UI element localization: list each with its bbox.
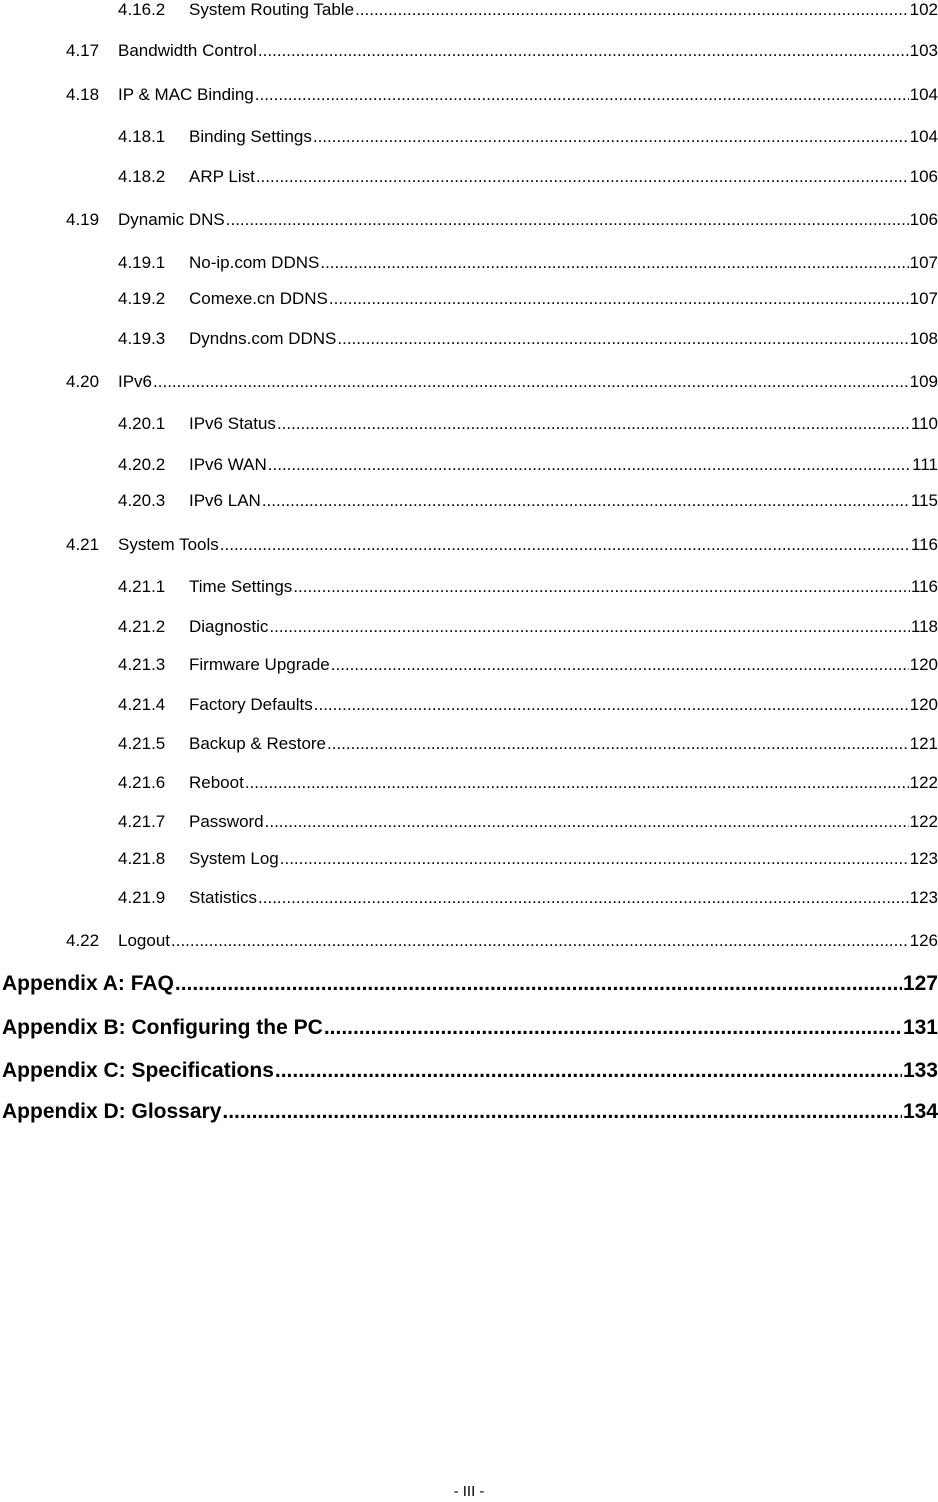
dot-leader xyxy=(222,1098,902,1126)
page-number: 122 xyxy=(909,812,938,831)
dot-leader xyxy=(245,772,909,794)
dot-leader xyxy=(256,166,909,188)
toc-entry[interactable] xyxy=(118,616,938,638)
dot-leader xyxy=(268,454,911,476)
page-number: 123 xyxy=(909,849,938,868)
section-number: 4.16.2 xyxy=(118,0,166,19)
dot-leader xyxy=(258,40,909,62)
page-number: 107 xyxy=(909,289,938,308)
section-number: 4.20.1 xyxy=(118,414,166,433)
section-title: IPv6 LAN xyxy=(189,491,261,510)
section-title: IPv6 Status xyxy=(189,414,276,433)
page-number: 103 xyxy=(909,41,938,60)
page-number: 120 xyxy=(909,695,938,714)
page-number: 102 xyxy=(909,0,938,19)
toc-entry[interactable] xyxy=(118,166,938,188)
dot-leader xyxy=(331,654,909,676)
section-title: Comexe.cn DDNS xyxy=(189,289,328,308)
dot-leader xyxy=(171,930,909,952)
toc-entry[interactable] xyxy=(118,654,938,676)
dot-leader xyxy=(258,887,909,909)
page-number: 123 xyxy=(909,888,938,907)
section-number: 4.18.2 xyxy=(118,167,166,186)
page-number: 122 xyxy=(909,773,938,792)
toc-entry[interactable] xyxy=(66,84,938,106)
toc-entry[interactable] xyxy=(118,0,938,21)
toc-appendix-entry[interactable] xyxy=(2,1057,938,1085)
section-title: System Tools xyxy=(118,535,219,554)
section-number: 4.19.3 xyxy=(118,329,166,348)
toc-entry[interactable] xyxy=(118,887,938,909)
page-number: 118 xyxy=(910,617,938,636)
toc-appendix-entry[interactable] xyxy=(2,1098,938,1126)
page-number: 109 xyxy=(909,372,938,391)
page-number: 116 xyxy=(910,577,938,596)
section-number: 4.21 xyxy=(66,535,100,554)
dot-leader xyxy=(226,209,909,231)
appendix-title: Appendix D: Glossary xyxy=(2,1100,222,1123)
appendix-title: Appendix B: Configuring the PC xyxy=(2,1016,323,1039)
section-number: 4.18 xyxy=(66,85,100,104)
section-number: 4.21.7 xyxy=(118,812,166,831)
toc-entry[interactable] xyxy=(118,454,938,476)
section-number: 4.21.4 xyxy=(118,695,166,714)
toc-entry[interactable] xyxy=(118,490,938,512)
page-number: 133 xyxy=(902,1059,938,1082)
page-number: 131 xyxy=(902,1016,938,1039)
dot-leader xyxy=(265,811,909,833)
section-title: System Routing Table xyxy=(189,0,355,19)
dot-leader xyxy=(313,126,909,148)
page-number: 106 xyxy=(909,167,938,186)
page-number: 134 xyxy=(902,1100,938,1123)
page-number: 110 xyxy=(910,414,938,433)
dot-leader xyxy=(255,84,909,106)
dot-leader xyxy=(153,371,909,393)
section-number: 4.18.1 xyxy=(118,127,166,146)
page-number: 121 xyxy=(909,734,938,753)
section-number: 4.19.2 xyxy=(118,289,166,308)
page-footer-number: - III - xyxy=(453,1483,485,1500)
page-number: 120 xyxy=(909,655,938,674)
page-number: 116 xyxy=(910,535,938,554)
section-number: 4.21.2 xyxy=(118,617,166,636)
toc-entry[interactable] xyxy=(118,772,938,794)
section-title: Statistics xyxy=(189,888,258,907)
section-number: 4.21.6 xyxy=(118,773,166,792)
toc-appendix-entry[interactable] xyxy=(2,1014,938,1042)
section-title: IPv6 xyxy=(118,372,153,391)
dot-leader xyxy=(293,576,910,598)
toc-entry[interactable] xyxy=(118,413,938,435)
section-number: 4.21.5 xyxy=(118,734,166,753)
page-number: 127 xyxy=(902,972,938,995)
page-number: 107 xyxy=(909,253,938,272)
section-title: Reboot xyxy=(189,773,244,792)
page-number: 104 xyxy=(909,127,938,146)
toc-entry[interactable] xyxy=(66,209,938,231)
section-title: Dyndns.com DDNS xyxy=(189,329,337,348)
page-number: 111 xyxy=(912,455,938,474)
toc-entry[interactable] xyxy=(118,811,938,833)
section-number: 4.21.9 xyxy=(118,888,166,907)
page-number: 115 xyxy=(910,491,938,510)
toc-entry[interactable] xyxy=(118,288,938,310)
page-number: 108 xyxy=(909,329,938,348)
page-number: 126 xyxy=(909,931,938,950)
dot-leader xyxy=(355,0,909,21)
toc-entry[interactable] xyxy=(118,328,938,350)
section-title: Factory Defaults xyxy=(189,695,313,714)
section-number: 4.17 xyxy=(66,41,100,60)
dot-leader xyxy=(314,694,909,716)
page-number: 106 xyxy=(909,210,938,229)
section-number: 4.21.8 xyxy=(118,849,166,868)
section-title: Logout xyxy=(118,931,170,950)
dot-leader xyxy=(275,1057,902,1085)
section-number: 4.20 xyxy=(66,372,100,391)
section-number: 4.20.2 xyxy=(118,455,166,474)
section-title: IP & MAC Binding xyxy=(118,85,254,104)
section-title: Time Settings xyxy=(189,577,293,596)
section-title: Binding Settings xyxy=(189,127,312,146)
section-number: 4.19.1 xyxy=(118,253,166,272)
toc-entry[interactable] xyxy=(118,848,938,870)
dot-leader xyxy=(220,534,910,556)
dot-leader xyxy=(280,848,909,870)
section-title: System Log xyxy=(189,849,279,868)
section-title: Diagnostic xyxy=(189,617,269,636)
dot-leader xyxy=(175,970,902,998)
section-title: ARP List xyxy=(189,167,255,186)
dot-leader xyxy=(262,490,910,512)
toc-entry[interactable] xyxy=(66,371,938,393)
section-number: 4.19 xyxy=(66,210,100,229)
toc-entry[interactable] xyxy=(66,930,938,952)
dot-leader xyxy=(320,252,908,274)
dot-leader xyxy=(277,413,910,435)
section-title: Dynamic DNS xyxy=(118,210,225,229)
page-number: 104 xyxy=(909,85,938,104)
section-number: 4.21.3 xyxy=(118,655,166,674)
section-title: Bandwidth Control xyxy=(118,41,257,60)
section-number: 4.21.1 xyxy=(118,577,166,596)
toc-entry[interactable] xyxy=(66,534,938,556)
appendix-title: Appendix A: FAQ xyxy=(2,972,174,995)
section-number: 4.20.3 xyxy=(118,491,166,510)
dot-leader xyxy=(269,616,910,638)
appendix-title: Appendix C: Specifications xyxy=(2,1059,274,1082)
section-title: No-ip.com DDNS xyxy=(189,253,320,272)
toc-entry[interactable] xyxy=(118,694,938,716)
toc-entry[interactable] xyxy=(118,576,938,598)
section-title: Password xyxy=(189,812,264,831)
dot-leader xyxy=(329,288,909,310)
toc-entry[interactable] xyxy=(118,252,938,274)
section-title: IPv6 WAN xyxy=(189,455,267,474)
dot-leader xyxy=(337,328,908,350)
dot-leader xyxy=(327,733,909,755)
section-title: Backup & Restore xyxy=(189,734,327,753)
toc-entry[interactable] xyxy=(66,40,938,62)
toc-entry[interactable] xyxy=(118,733,938,755)
toc-appendix-entry[interactable] xyxy=(2,970,938,998)
dot-leader xyxy=(324,1014,902,1042)
section-number: 4.22 xyxy=(66,931,100,950)
section-title: Firmware Upgrade xyxy=(189,655,330,674)
toc-entry[interactable] xyxy=(118,126,938,148)
